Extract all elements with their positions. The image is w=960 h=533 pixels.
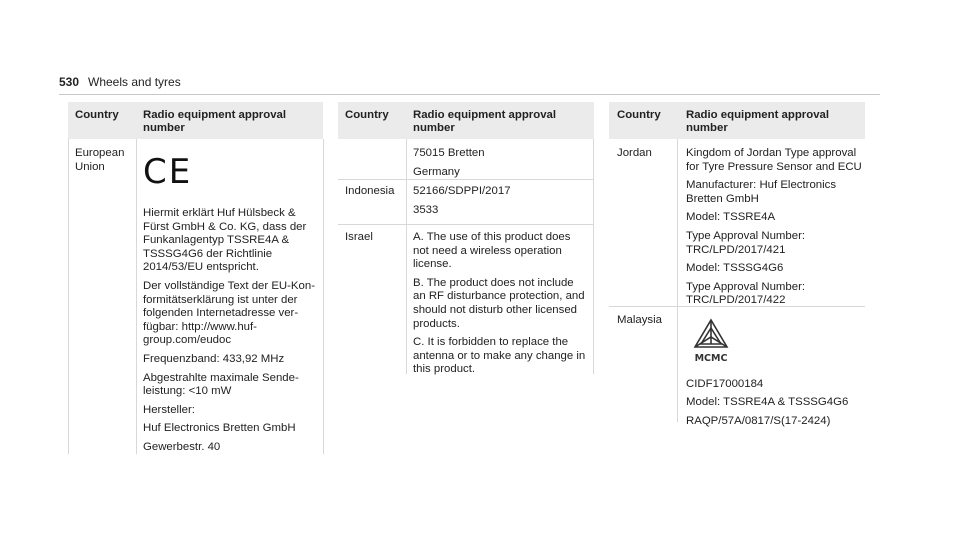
approval-text: Type Approval Number: TRC/LPD/2017/422 — [686, 280, 806, 307]
table-eu — [68, 102, 323, 454]
ce-mark-logo: CE — [143, 152, 193, 192]
table-header — [68, 102, 323, 139]
approval-text: Model: TSSRE4A & TSSSG4G6 — [686, 396, 849, 409]
approval-text: Model: TSSRE4A — [686, 211, 776, 224]
table-header — [609, 102, 865, 139]
approval-text: Abgestrahlte maximale Sendeleistung: <10 mW — [143, 371, 299, 398]
country-name: Jordan — [617, 147, 652, 159]
header-country: Country — [617, 109, 661, 121]
approval-text: Hiermit erklärt Huf Hülsbeck & Fürst GmbH & Co. KG, dass der Funkanlagentyp TSSRE4A & TSSSG4G6 der Richtlinie 2014/53/EU entspricht. — [143, 207, 307, 274]
approval-text: RAQP/57A/0817/S(17-2424) — [686, 414, 831, 427]
approval-cell — [686, 147, 862, 313]
column-divider — [136, 139, 137, 454]
header-country: Country — [75, 109, 119, 121]
column-divider — [406, 139, 407, 374]
country-cell — [617, 314, 675, 328]
column-divider — [593, 139, 594, 374]
page-header — [59, 72, 880, 95]
approval-text: B. The product does not include an RF disturbance protection, and should not disturb other licensed products. — [413, 276, 585, 330]
table-indonesia-israel — [338, 102, 594, 374]
approval-cell — [413, 185, 589, 222]
approval-text: Frequenzband: 433,92 MHz — [143, 352, 285, 365]
approval-cell — [413, 231, 589, 382]
country-name: Malaysia — [617, 314, 662, 326]
approval-text: Model: TSSSG4G6 — [686, 262, 784, 275]
country-name: Indonesia — [345, 185, 395, 197]
header-country: Country — [345, 109, 389, 121]
approval-text: Der vollständige Text der EU-Konformitätserklärung ist unter der folgenden Internetadresse verfügbar: http://www.huf-group.com/eudoc — [143, 279, 315, 347]
approval-text: C. It is forbidden to replace the antenna or to make any change in this product. — [413, 336, 586, 376]
approval-text: CIDF17000184 — [686, 377, 764, 390]
approval-text: Manufacturer: Huf Electronics Bretten GmbH — [686, 179, 837, 205]
country-name: European Union — [75, 147, 125, 173]
country-cell — [617, 147, 675, 161]
approval-text: 75015 Bretten — [413, 147, 485, 159]
section-title: Wheels and tyres — [88, 75, 181, 89]
header-approval: Radio equipment approval number — [686, 109, 830, 134]
country-cell — [345, 185, 405, 199]
header-approval: Radio equipment approval number — [143, 109, 287, 134]
approval-text: Germany — [413, 165, 460, 178]
page-number: 530 — [59, 75, 80, 89]
approval-text: 52166/SDPPI/2017 — [413, 185, 511, 197]
table-header — [338, 102, 594, 139]
mcmc-logo — [686, 317, 736, 367]
approval-text: Gewerbestr. 40 — [143, 440, 221, 453]
column-divider — [68, 139, 69, 454]
row-divider — [338, 224, 594, 225]
country-name: Israel — [345, 231, 373, 243]
country-cell — [75, 147, 133, 174]
column-divider — [677, 139, 678, 422]
approval-cell — [413, 147, 589, 184]
table-jordan-malaysia — [609, 102, 865, 427]
approval-text: 3533 — [413, 203, 439, 216]
approval-text: Kingdom of Jordan Type approval for Tyre Pressure Sensor and ECU — [686, 147, 862, 173]
approval-text: Type Approval Number: TRC/LPD/2017/421 — [686, 229, 806, 256]
approval-text: Hersteller: — [143, 403, 195, 416]
mcmc-logo-text: MCMC — [694, 353, 728, 364]
column-divider — [323, 139, 324, 454]
country-cell — [345, 231, 405, 245]
approval-cell — [143, 149, 319, 460]
approval-cell — [686, 313, 862, 433]
approval-text: A. The use of this product does not need a wireless operation license. — [413, 231, 571, 271]
approval-text: Huf Electronics Bretten GmbH — [143, 422, 296, 435]
header-approval: Radio equipment approval number — [413, 109, 557, 134]
